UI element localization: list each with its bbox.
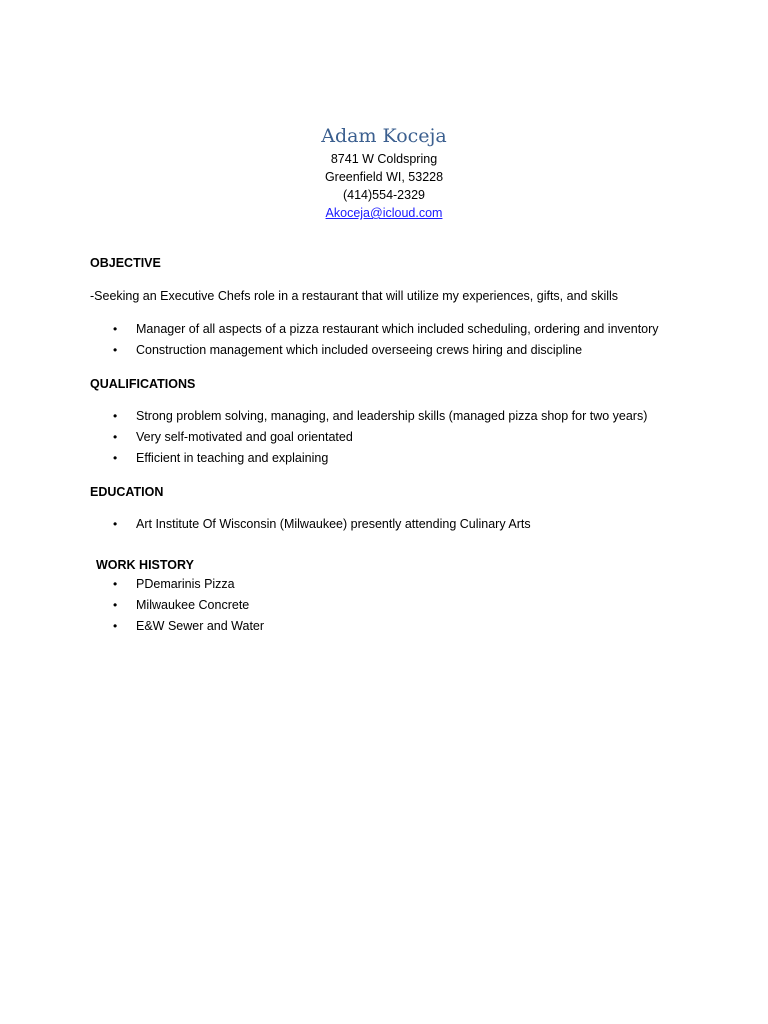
email-link[interactable]: Akoceja@icloud.com <box>325 206 443 220</box>
work-history-heading: WORK HISTORY <box>96 558 194 572</box>
phone-number: (414)554-2329 <box>342 188 425 202</box>
resume-header <box>0 122 768 222</box>
bullet-icon: • <box>113 598 118 612</box>
list-item-text: Very self-motivated and goal orientated <box>136 430 353 444</box>
list-item-text: Construction management which included overseeing crews hiring and discipline <box>136 343 583 357</box>
list-item <box>113 319 659 340</box>
bullet-icon: • <box>113 430 118 444</box>
objective-heading: OBJECTIVE <box>90 256 161 270</box>
address-street: 8741 W Coldspring <box>330 152 438 166</box>
list-item-text: Art Institute Of Wisconsin (Milwaukee) presently attending Culinary Arts <box>136 517 531 531</box>
list-item-text: PDemarinis Pizza <box>136 577 235 591</box>
list-item <box>113 574 264 595</box>
bullet-icon: • <box>113 409 118 423</box>
address-city: Greenfield WI, 53228 <box>324 170 444 184</box>
qualifications-list <box>113 406 647 469</box>
qualifications-heading: QUALIFICATIONS <box>90 377 196 391</box>
list-item <box>113 595 264 616</box>
bullet-icon: • <box>113 517 118 531</box>
bullet-icon: • <box>113 451 118 465</box>
bullet-icon: • <box>113 619 118 633</box>
list-item <box>113 514 531 535</box>
list-item <box>113 427 647 448</box>
education-list <box>113 514 531 535</box>
objective-list <box>113 319 659 361</box>
list-item-text: Manager of all aspects of a pizza restaurant which included scheduling, ordering and inventory <box>136 322 659 336</box>
bullet-icon: • <box>113 322 118 336</box>
list-item <box>113 448 647 469</box>
candidate-name: Adam Koceja <box>321 125 447 147</box>
list-item <box>113 340 659 361</box>
list-item-text: Efficient in teaching and explaining <box>136 451 329 465</box>
education-heading: EDUCATION <box>90 485 164 499</box>
list-item-text: Milwaukee Concrete <box>136 598 250 612</box>
list-item-text: Strong problem solving, managing, and leadership skills (managed pizza shop for two years) <box>136 409 648 423</box>
bullet-icon: • <box>113 343 118 357</box>
bullet-icon: • <box>113 577 118 591</box>
list-item <box>113 616 264 637</box>
email-line <box>0 204 768 222</box>
list-item-text: E&W Sewer and Water <box>136 619 265 633</box>
work-history-list <box>113 574 264 637</box>
list-item <box>113 406 647 427</box>
objective-statement: -Seeking an Executive Chefs role in a restaurant that will utilize my experiences, gifts, and skills <box>90 289 619 303</box>
